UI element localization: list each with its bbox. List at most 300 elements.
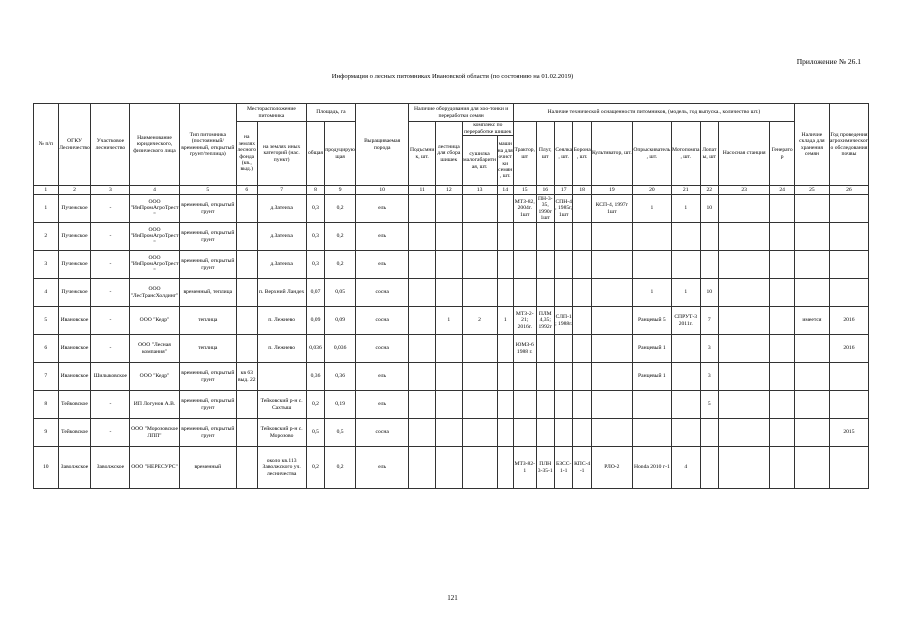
column-number: 1 xyxy=(34,186,59,195)
table-cell: ель xyxy=(356,391,409,419)
table-cell: Пучежское xyxy=(58,223,91,251)
table-cell: - xyxy=(91,195,130,223)
table-cell xyxy=(513,223,536,251)
table-cell: Пучежское xyxy=(58,251,91,279)
table-row xyxy=(34,195,869,223)
table-cell xyxy=(536,391,554,419)
table-cell: 10 xyxy=(700,195,718,223)
table-cell xyxy=(591,251,632,279)
table-cell: ель xyxy=(356,223,409,251)
table-cell: ель xyxy=(356,363,409,391)
table-cell: ПЛН 3-35-1 xyxy=(536,447,554,489)
table-cell: сосна xyxy=(356,307,409,335)
column-number: 3 xyxy=(91,186,130,195)
nurseries-table xyxy=(33,103,869,489)
table-cell xyxy=(671,223,700,251)
table-cell: 0,07 xyxy=(306,279,324,307)
table-cell xyxy=(794,223,829,251)
table-cell: 4 xyxy=(671,447,700,489)
table-cell xyxy=(700,447,718,489)
column-number: 20 xyxy=(632,186,671,195)
table-cell xyxy=(719,391,770,419)
col-sprayer: Опрыскиватель, шт. xyxy=(632,122,671,186)
table-cell xyxy=(462,419,497,447)
table-cell xyxy=(794,195,829,223)
table-body xyxy=(34,195,869,489)
table-cell: МТЗ-2-21; 2016г. xyxy=(513,307,536,335)
table-cell xyxy=(632,391,671,419)
table-cell xyxy=(554,251,572,279)
table-cell: 0,2 xyxy=(325,251,356,279)
table-cell xyxy=(513,363,536,391)
table-cell: 10 xyxy=(700,279,718,307)
table-cell: сосна xyxy=(356,419,409,447)
column-number: 22 xyxy=(700,186,718,195)
table-cell xyxy=(573,251,591,279)
table-cell xyxy=(591,307,632,335)
table-cell xyxy=(536,419,554,447)
column-number: 2 xyxy=(58,186,91,195)
table-cell xyxy=(462,223,497,251)
col-nursery-type: Тип питомника (постоянный/временный, открытый грунт/теплица) xyxy=(179,104,236,186)
table-cell: сосна xyxy=(356,279,409,307)
table-cell xyxy=(435,335,462,363)
table-cell: 1 xyxy=(671,195,700,223)
table-cell xyxy=(409,279,436,307)
table-cell: 2015 xyxy=(829,419,868,447)
table-cell: 3 xyxy=(700,363,718,391)
table-cell xyxy=(770,363,795,391)
table-cell: временный, открытый грунт xyxy=(179,195,236,223)
column-number: 15 xyxy=(513,186,536,195)
table-cell xyxy=(536,335,554,363)
table-cell: Заволжское xyxy=(58,447,91,489)
table-cell: 10 xyxy=(34,447,59,489)
table-cell: ель xyxy=(356,447,409,489)
table-cell: Ранцевый 5 xyxy=(632,307,671,335)
table-cell xyxy=(435,279,462,307)
table-cell xyxy=(770,391,795,419)
table-cell: ООО "Морозовское ЛПП" xyxy=(130,419,179,447)
table-cell xyxy=(257,363,306,391)
table-cell: 5 xyxy=(700,391,718,419)
col-dryer: сушилка малогабаритная, шт. xyxy=(462,136,497,186)
table-cell xyxy=(237,391,258,419)
table-cell xyxy=(435,447,462,489)
table-cell: 0,3 xyxy=(306,251,324,279)
table-cell xyxy=(573,307,591,335)
table-cell: 0,19 xyxy=(325,391,356,419)
table-cell: ООО "НЕРЕСУРС" xyxy=(130,447,179,489)
table-cell xyxy=(497,335,513,363)
table-cell xyxy=(513,251,536,279)
table-cell xyxy=(462,447,497,489)
table-cell: кв 63 выд. 22 xyxy=(237,363,258,391)
table-cell xyxy=(719,335,770,363)
table-cell xyxy=(719,307,770,335)
column-number: 9 xyxy=(325,186,356,195)
table-cell: - xyxy=(91,391,130,419)
group-tech: Наличие технической оснащенности питомников, (модель, год выпуска., количество шт.) xyxy=(513,104,794,122)
table-cell xyxy=(770,419,795,447)
table-cell: Тейковский р-н с. Сахтыш xyxy=(257,391,306,419)
table-cell xyxy=(409,335,436,363)
table-cell xyxy=(770,195,795,223)
table-cell: Тейковский р-н с. Морозово xyxy=(257,419,306,447)
table-cell: ООО "ЛесТрансХолдинг" xyxy=(130,279,179,307)
table-cell xyxy=(829,251,868,279)
table-cell: 2 xyxy=(34,223,59,251)
table-cell xyxy=(462,363,497,391)
table-cell xyxy=(719,195,770,223)
table-cell: Пучежское xyxy=(58,195,91,223)
group-processing: Наличие оборудования для хоо-тонки и переработки семян xyxy=(409,104,514,122)
table-cell: 8 xyxy=(34,391,59,419)
column-number: 11 xyxy=(409,186,436,195)
table-cell: Тейковское xyxy=(58,419,91,447)
column-number: 17 xyxy=(554,186,572,195)
column-number: 12 xyxy=(435,186,462,195)
table-cell: п. Лежнево xyxy=(257,335,306,363)
table-cell: временный xyxy=(179,447,236,489)
table-cell xyxy=(719,223,770,251)
table-cell xyxy=(573,391,591,419)
col-seeder: Сеялка, шт. xyxy=(554,122,572,186)
table-row xyxy=(34,447,869,489)
table-row xyxy=(34,279,869,307)
table-cell: около кв.113 Заволжского уч. лесничества xyxy=(257,447,306,489)
col-area-producing: продуцирующая xyxy=(325,122,356,186)
table-cell: МТЗ-82, 2004г. 1шт xyxy=(513,195,536,223)
table-cell: ООО "ИнПромАгроТрест" xyxy=(130,223,179,251)
table-cell: МТЗ-82-1 xyxy=(513,447,536,489)
col-soil-survey: Год проведения агрохимического обследования почвы xyxy=(829,104,868,186)
table-cell: 5 xyxy=(34,307,59,335)
table-cell: - xyxy=(91,419,130,447)
table-cell xyxy=(497,447,513,489)
table-cell xyxy=(237,251,258,279)
table-cell: ООО "Кедр" xyxy=(130,363,179,391)
table-cell: 0,05 xyxy=(325,279,356,307)
column-number: 13 xyxy=(462,186,497,195)
table-cell xyxy=(770,223,795,251)
table-cell xyxy=(719,363,770,391)
table-cell xyxy=(794,251,829,279)
col-ladder: лестница для сбора шишек xyxy=(435,122,462,186)
table-cell: - xyxy=(91,335,130,363)
table-cell xyxy=(770,447,795,489)
column-number: 4 xyxy=(130,186,179,195)
table-cell: сосна xyxy=(356,335,409,363)
table-cell: ООО "Кедр" xyxy=(130,307,179,335)
table-cell xyxy=(462,391,497,419)
table-cell: 0,09 xyxy=(325,307,356,335)
table-cell: 0,036 xyxy=(325,335,356,363)
table-cell xyxy=(794,363,829,391)
table-cell xyxy=(237,223,258,251)
col-pump-station: Насосная станция xyxy=(719,122,770,186)
col-tractor: Трактор, шт xyxy=(513,122,536,186)
table-cell: ИП Логунов А.В. xyxy=(130,391,179,419)
table-cell: - xyxy=(91,251,130,279)
table-cell: временный, открытый грунт xyxy=(179,363,236,391)
column-number: 6 xyxy=(237,186,258,195)
table-cell xyxy=(829,195,868,223)
table-cell xyxy=(829,391,868,419)
table-cell: 0,2 xyxy=(306,391,324,419)
table-cell xyxy=(573,335,591,363)
table-cell: 0,2 xyxy=(325,223,356,251)
table-cell: д.Затеиха xyxy=(257,195,306,223)
table-cell xyxy=(794,419,829,447)
table-cell: 0,3 xyxy=(306,223,324,251)
table-row xyxy=(34,419,869,447)
table-cell: 0,5 xyxy=(325,419,356,447)
table-cell xyxy=(719,279,770,307)
table-cell: 0,09 xyxy=(306,307,324,335)
table-cell: временный, теплица xyxy=(179,279,236,307)
col-motor-pump: Мотопомпа, шт. xyxy=(671,122,700,186)
table-cell: ПЛМ 4,35; 1992г xyxy=(536,307,554,335)
column-number: 25 xyxy=(794,186,829,195)
table-cell: 1 xyxy=(435,307,462,335)
col-seed-cleaner: машина для очистки семян, шт. xyxy=(497,136,513,186)
table-cell xyxy=(554,391,572,419)
column-number: 7 xyxy=(257,186,306,195)
table-cell xyxy=(591,223,632,251)
table-cell: РЛО-2 xyxy=(591,447,632,489)
table-cell: 2016 xyxy=(829,307,868,335)
table-cell xyxy=(462,195,497,223)
table-cell: 0,2 xyxy=(325,447,356,489)
table-cell xyxy=(435,419,462,447)
col-no: № п/п xyxy=(34,104,59,186)
table-cell: д.Затеиха xyxy=(257,251,306,279)
table-cell: 7 xyxy=(700,307,718,335)
table-cell: КСП-4, 1997г 1шт xyxy=(591,195,632,223)
table-cell: 0,36 xyxy=(325,363,356,391)
table-cell xyxy=(554,279,572,307)
table-cell xyxy=(536,279,554,307)
table-cell: - xyxy=(91,307,130,335)
table-cell: 1 xyxy=(497,307,513,335)
table-cell xyxy=(513,279,536,307)
table-cell: 1 xyxy=(671,279,700,307)
table-cell: ООО "ИнПромАгроТрест" xyxy=(130,195,179,223)
table-cell xyxy=(573,363,591,391)
col-other-lands: на землях иных категорий (нас. пункт) xyxy=(257,122,306,186)
table-cell: 3 xyxy=(700,335,718,363)
table-row xyxy=(34,391,869,419)
table-cell: временный, открытый грунт xyxy=(179,391,236,419)
table-cell: СПРУТ-3 2011г. xyxy=(671,307,700,335)
group-processing-complex: комплекс по переработке шишек xyxy=(464,122,512,135)
table-cell xyxy=(497,223,513,251)
table-cell: Ранцевый 1 xyxy=(632,335,671,363)
column-number: 14 xyxy=(497,186,513,195)
table-cell xyxy=(794,335,829,363)
table-cell xyxy=(573,223,591,251)
table-cell: Honda 2010 г-1 xyxy=(632,447,671,489)
table-cell: 2016 xyxy=(829,335,868,363)
table-cell: 0,5 xyxy=(306,419,324,447)
table-cell xyxy=(700,251,718,279)
table-cell xyxy=(554,335,572,363)
table-cell xyxy=(237,279,258,307)
table-cell: Ивановское xyxy=(58,363,91,391)
table-cell: ЮМЗ-6 1988 г. xyxy=(513,335,536,363)
table-cell: ООО "Лесная компания" xyxy=(130,335,179,363)
table-cell: Пучежское xyxy=(58,279,91,307)
table-cell: СПН-4, 1985г, 1шт xyxy=(554,195,572,223)
table-cell xyxy=(794,447,829,489)
table-cell xyxy=(671,363,700,391)
table-cell xyxy=(719,419,770,447)
table-cell xyxy=(591,419,632,447)
col-forestry: ОГКУ Лесничество xyxy=(58,104,91,186)
table-cell: 1 xyxy=(34,195,59,223)
table-cell xyxy=(829,223,868,251)
table-cell: п. Лежнево xyxy=(257,307,306,335)
table-cell: 7 xyxy=(34,363,59,391)
table-cell xyxy=(770,307,795,335)
page-number: 121 xyxy=(447,594,458,602)
table-cell: 6 xyxy=(34,335,59,363)
column-number: 18 xyxy=(573,186,591,195)
column-number: 10 xyxy=(356,186,409,195)
column-number: 5 xyxy=(179,186,236,195)
table-cell: Ранцевый 1 xyxy=(632,363,671,391)
group-location: Месторасположение питомника xyxy=(237,104,307,122)
table-cell xyxy=(719,447,770,489)
table-cell: теплица xyxy=(179,335,236,363)
table-cell: имеется xyxy=(794,307,829,335)
table-cell: д.Затеиха xyxy=(257,223,306,251)
table-cell xyxy=(573,419,591,447)
table-cell xyxy=(409,363,436,391)
table-cell: ель xyxy=(356,195,409,223)
table-cell: КПС-4 -1 xyxy=(573,447,591,489)
table-cell xyxy=(536,363,554,391)
table-cell xyxy=(770,251,795,279)
column-number: 8 xyxy=(306,186,324,195)
table-cell: 2 xyxy=(462,307,497,335)
table-cell xyxy=(237,307,258,335)
table-cell: 0,2 xyxy=(306,447,324,489)
table-cell: 0,036 xyxy=(306,335,324,363)
column-number: 19 xyxy=(591,186,632,195)
table-cell: ель xyxy=(356,251,409,279)
table-row xyxy=(34,223,869,251)
table-cell xyxy=(497,279,513,307)
table-cell: Ивановское xyxy=(58,335,91,363)
column-number: 16 xyxy=(536,186,554,195)
table-cell xyxy=(497,251,513,279)
group-area: Площадь, га xyxy=(306,104,355,122)
table-cell xyxy=(591,279,632,307)
table-cell xyxy=(497,391,513,419)
table-cell: теплица xyxy=(179,307,236,335)
table-cell xyxy=(671,251,700,279)
table-row xyxy=(34,251,869,279)
table-cell xyxy=(719,251,770,279)
col-harrow: Борона, шт. xyxy=(573,122,591,186)
table-cell xyxy=(462,335,497,363)
table-cell xyxy=(700,223,718,251)
table-cell: 1 xyxy=(632,195,671,223)
table-cell xyxy=(237,419,258,447)
table-cell xyxy=(497,419,513,447)
column-number: 24 xyxy=(770,186,795,195)
table-cell xyxy=(435,223,462,251)
table-cell xyxy=(770,335,795,363)
table-cell xyxy=(435,363,462,391)
table-cell: п. Верхний Ландех xyxy=(257,279,306,307)
table-cell xyxy=(700,419,718,447)
col-forest-fund: на землях лесного фонда (кв., выд.) xyxy=(237,122,258,186)
table-cell xyxy=(829,279,868,307)
table-cell xyxy=(536,251,554,279)
table-cell xyxy=(462,279,497,307)
table-cell xyxy=(573,279,591,307)
col-cultivator: Культиватор, шт. xyxy=(591,122,632,186)
table-cell xyxy=(409,251,436,279)
table-cell xyxy=(409,419,436,447)
table-cell xyxy=(770,279,795,307)
col-area-total: общая xyxy=(306,122,324,186)
table-cell: ООО "ИнПромАгроТрест" xyxy=(130,251,179,279)
table-cell xyxy=(462,251,497,279)
table-cell xyxy=(554,223,572,251)
table-cell xyxy=(409,223,436,251)
column-number-row xyxy=(34,186,869,195)
table-cell: - xyxy=(91,223,130,251)
table-cell xyxy=(513,419,536,447)
table-cell xyxy=(591,363,632,391)
table-cell: СЛП-1; 1988г. xyxy=(554,307,572,335)
col-district: Участковое лесничество xyxy=(91,104,130,186)
table-cell xyxy=(237,335,258,363)
table-cell: 0,2 xyxy=(325,195,356,223)
table-cell: ПН-3-35, 1990г 1шт xyxy=(537,195,553,221)
table-cell xyxy=(497,195,513,223)
table-cell: 0,3 xyxy=(306,195,324,223)
table-cell: Шилыковское xyxy=(91,363,130,391)
table-cell: Тейковское xyxy=(58,391,91,419)
table-cell xyxy=(632,223,671,251)
table-cell xyxy=(409,307,436,335)
table-cell xyxy=(794,279,829,307)
table-cell: 4 xyxy=(34,279,59,307)
table-cell xyxy=(409,447,436,489)
col-entity: Наименование юридического, физического лица xyxy=(130,104,179,186)
table-cell: 3 xyxy=(34,251,59,279)
table-cell xyxy=(829,363,868,391)
table-cell xyxy=(409,195,436,223)
table-cell xyxy=(794,391,829,419)
table-cell: временный, открытый грунт xyxy=(179,251,236,279)
table-row xyxy=(34,307,869,335)
col-storage: Наличие склада для хранения семян xyxy=(794,104,829,186)
table-cell: 1 xyxy=(632,279,671,307)
document-title: Информация о лесных питомниках Ивановской области (по состоянию на 01.02.2019) xyxy=(331,73,574,80)
table-cell xyxy=(435,391,462,419)
col-lift: Подъсмник, шт. xyxy=(409,122,436,186)
table-cell xyxy=(237,195,258,223)
table-cell: временный, открытый грунт xyxy=(179,419,236,447)
table-cell xyxy=(591,335,632,363)
table-cell xyxy=(554,419,572,447)
